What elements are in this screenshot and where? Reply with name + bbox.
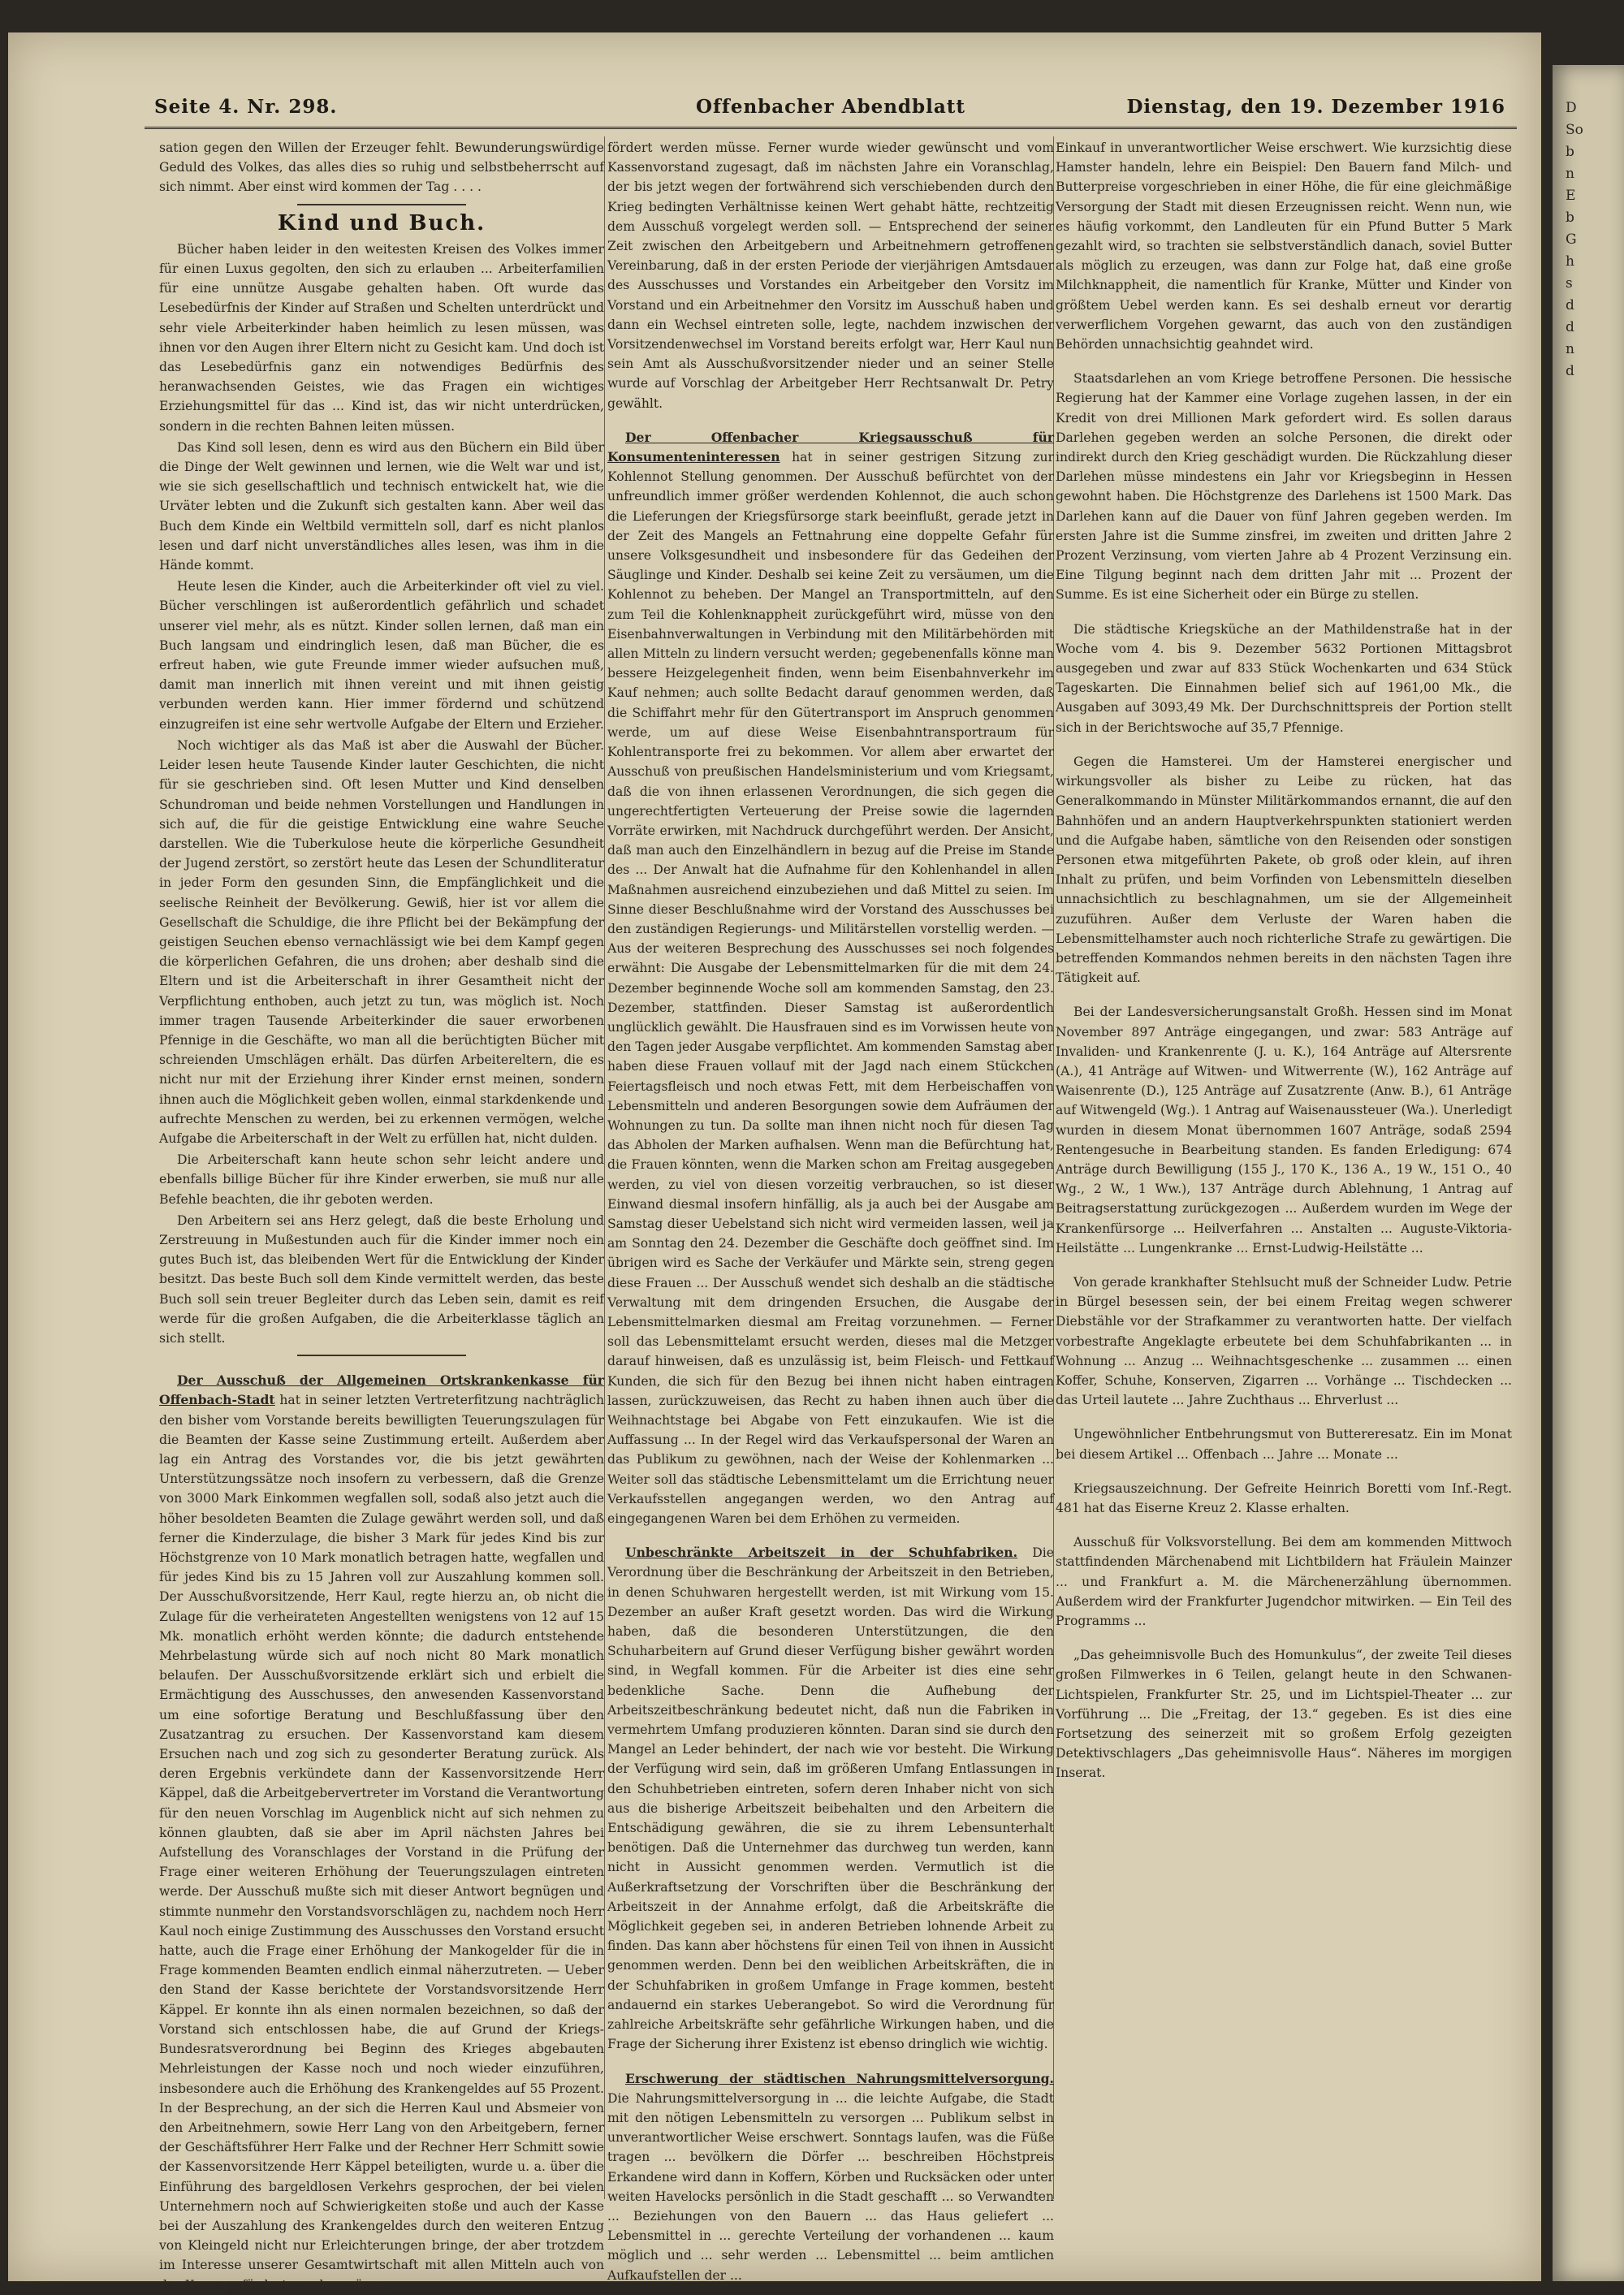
section-body: Die Nahrungsmittelversorgung in ... die leichte Aufgabe, die Stadt mit den nötigen Lebensmitteln zu versorgen ... Publikum selbst in unverantwortlicher Weise erschwert. Sonntags laufen, was die Füße tragen ... bevölkern die Dörfer ... beschreiben Höchstpreis Erkandene wird dann in Koffern, Körben und Rucksäcken oder unter weiten Havelocks persönlich in die Stadt geschafft ... so Verwandten ... Beziehungen von den Bauern ... das Haus geliefert ... Lebensmittel in ... gerechte Verteilung der vorhandenen ... kaum möglich und ... sehr werden ... Lebensmittel ... beim amtlichen Aufkaufstellen der ... — [607, 2090, 1054, 2283]
paragraph: sation gegen den Willen der Erzeuger fehlt. Bewunderungswürdige Geduld des Volkes, das alles dies so ruhig und selbstbeherrscht auf sich nimmt. Aber einst wird kommen der Tag . . . . — [159, 140, 604, 195]
paragraph — [159, 1371, 604, 2295]
paragraph — [607, 1543, 1054, 2054]
paragraph: Die städtische Kriegsküche an der Mathildenstraße hat in der Woche vom 4. bis 9. Dezember 5632 Portionen Mittagsbrot ausgegeben und zwar auf 833 Stück Wochenkarten und 634 Stück Tageskarten. Die Einnahmen belief sich auf 1961,00 Mk., die Ausgaben auf 3093,49 Mk. Der Durchschnittspreis der Portion stellt sich in der Berichtswoche auf 35,7 Pfennige. — [1056, 621, 1512, 735]
section-title: Erschwerung der städtischen Nahrungsmittelversorgung. — [625, 2070, 1054, 2086]
issue-date: Dienstag, den 19. Dezember 1916 — [1126, 96, 1505, 118]
column-divider — [604, 136, 605, 2199]
page-header — [145, 89, 1517, 129]
article-heading: Kind und Buch. — [277, 210, 486, 236]
paragraph: Heute lesen die Kinder, auch die Arbeiterkinder oft viel zu viel. Bücher verschlingen ist außerordentlich gefährlich und schadet unserer viel mehr, als es nützt. Kinder sollen lernen, daß man ein Buch langsam und eindringlich lesen, daß man Bücher, die es erfreut haben, wie gute Freunde immer wieder aufsuchen muß, damit man innerlich mit ihnen vereint und mit ihnen geistig verbunden werden kann. Hier immer fördernd und schützend einzugreifen ist eine sehr wertvolle Aufgabe der Eltern und Erzieher. — [159, 579, 604, 732]
issue-number: Nr. 298. — [247, 96, 338, 118]
paragraph: Die Arbeiterschaft kann heute schon sehr leicht andere und ebenfalls billige Bücher für ihre Kinder erwerben, sie muß nur alle Befehle beachten, die ihr geboten werden. — [159, 1152, 604, 1207]
paragraph: Das Kind soll lesen, denn es wird aus den Büchern ein Bild über die Dinge der Welt gewinnen und lernen, wie die Welt war und ist, wie sie sich gesellschaftlich und technisch entwickelt hat, wie die Urväter lebten und die Zukunft sich gestalten kann. Aber weil das Buch dem Kinde ein Weltbild vermitteln soll, darf es nicht planlos lesen und darf nicht unverständliches alles lesen, was ihm in die Hände kommt. — [159, 439, 604, 573]
section-title: Unbeschränkte Arbeitszeit in der Schuhfabriken. — [625, 1545, 1018, 1561]
column-2 — [607, 138, 1054, 2283]
section-body: hat in seiner letzten Vertreterfitzung nachträglich den bisher vom Vorstande bereits bewilligten Teuerungszulagen für die Beamten der Kasse seine Zustimmung erteilt. Außerdem aber lag ein Antrag des Vorstandes vor, die bis jetzt gewährten Unterstützungssätze noch insofern zu verbessern, daß die Grenze von 3000 Mark Einkommen wegfallen soll, sodaß also jetzt auch die höher besoldeten Beamten die Zulage gewährt werden soll, und daß ferner die Kinderzulage, die bisher 3 Mark für jedes Kind bis zur Höchstgrenze von 10 Mark monatlich betragen hatte, wegfallen und für jedes Kind bis zu 15 Jahren voll zur Auszahlung kommen soll. Der Ausschußvorsitzende, Herr Kaul, regte hierzu an, ob nicht die Zulage für die verheirateten Angestellten wenigstens von 12 auf 15 Mk. monatlich erhöht werden könnte; die dadurch entstehende Mehrbelastung würde sich auf noch nicht 80 Mark monatlich belaufen. Der Ausschußvorsitzende erklärt sich und erbielt die Ermächtigung des Ausschusses, den anwesenden Kassenvorstand um eine sofortige Beratung und Beschlußfassung über den Zusatzantrag zu ersuchen. Der Kassenvorstand kam diesem Ersuchen nach und zog sich zu gesonderter Beratung zurück. Als deren Ergebnis verkündete dann der Kassenvorsitzende Herr Käppel, daß die Arbeitgebervertreter im Vorstand die Verantwortung für den neuen Vorschlag im Augenblick nicht auf sich nehmen zu können glaubten, daß sie aber im April nächsten Jahres bei Aufstellung des Voranschlages der Vorstand in die Prüfung der Frage einer weiteren Erhöhung der Teuerungszulagen eintreten werde. Der Ausschuß mußte sich mit dieser Antwort begnügen und stimmte nunmehr den Vorstandsvorschlägen zu, nachdem noch Herr Kaul noch einige Zustimmung des Ausschusses den Vorstand ersucht hatte, auch die Frage einer Erhöhung der Mankogelder für die in Frage kommenden Beamten endlich einmal näherzutreten. — Ueber den Stand der Kasse berichtete der Vorstandsvorsitzende Herr Käppel. Er konnte ihn als einen normalen bezeichnen, so daß der Vorstand sich entschlossen habe, die auf Grund der Kriegs-Bundesratsverordnung bei Beginn des Krieges abgebauten Mehrleistungen der Kasse noch und noch wieder einzuführen, insbesondere auch die Erhöhung des Krankengeldes auf 55 Prozent. In der Besprechung, an der sich die Herren Kaul und Absmeier von den Arbeitnehmern, sowie Herr Lang von den Arbeitgebern, ferner der Geschäftsführer Herr Falke und der Rechner Herr Schmitt sowie der Kassenvorsitzende Herr Käppel beteiligten, wurde u. a. über die Einführung des bargeldlosen Verkehrs gesprochen, der bei vielen Unternehmern noch auf Schwierigkeiten stoße und auch der Kasse bei der Auszahlung des Krankengeldes durch den weiteren Entzug von Kleingeld nicht nur Erleichterungen bringe, der aber trotzdem im Interesse unserer Gesamtwirtschaft mit allen Mitteln auch von der Kasse gefördert werden müsse. — [159, 1393, 604, 2293]
paragraph: Gegen die Hamsterei. Um der Hamsterei energischer und wirkungsvoller als bisher zu Leibe zu rücken, hat das Generalkommando in Münster Militärkommandos ernannt, die auf den Bahnhöfen und an andern Hauptverkehrspunkten stationiert werden und die Aufgabe haben, sämtliche von den Reisenden oder sonstigen Personen etwa mitgeführten Pakete, ob groß oder klein, auf ihren Inhalt zu prüfen, und beim Vorfinden von Lebensmitteln dieselben unnachsichtlich zu beschlagnahmen, um sie der Allgemeinheit zuzuführen. Außer dem Verluste der Waren haben die Lebensmittelhamster auch noch richterliche Strafe zu gewärtigen. Die betreffenden Kommandos nehmen bereits in den nächsten Tagen ihre Tätigkeit auf. — [1056, 754, 1512, 986]
adjacent-page-edge — [1553, 65, 1624, 2281]
section-body: hat in seiner gestrigen Sitzung zur Kohlennot Stellung genommen. Der Ausschuß befürchtet von der unfreundlich immer größer werdenden Kohlennot, die auch schon die Lieferungen der Kriegsfürsorge stark beeinflußt, gerade jetzt in der Zeit des Mangels an Fettnahrung eine doppelte Gefahr für unsere Volksgesundheit und insbesondere für das Gedeihen der Säuglinge und Kinder. Deshalb sei keine Zeit zu versäumen, um die Kohlennot zu beheben. Der Mangel an Transportmitteln, auf den zum Teil die Kohlenknappheit zurückgeführt wird, müsse von den Eisenbahnverwaltungen in Verbindung mit den Militärbehörden mit allen Mitteln zu lindern versucht werden; gegebenenfalls könne man bessere Heizgelegenheit finden, wenn beim Eisenbahnverkehr im Kauf nehmen; auch sollte Bedacht darauf genommen werden, daß die Schiffahrt mehr für den Gütertransport im Anspruch genommen werde, um auf diese Weise Eisenbahntransportraum für Kohlentransporte frei zu bekommen. Vor allem aber erwartet der Ausschuß von preußischen Handelsministerium und vom Kriegsamt, daß die von ihnen erlassenen Verordnungen, die sich gegen die ungerechtfertigten Verteuerung der Preise sowie die lagernden Vorräte erwirken, mit Nachdruck durchgeführt werden. Der Ansicht, daß man auch den Einzelhändlern in bezug auf die Preise im Stande des ... Der Anwalt hat die Aufnahme für den Kohlenhandel in allen Maßnahmen ausreichend einzubeziehen und daß Mittel zu seien. Im Sinne dieser Beschlußnahme wird der Vorstand des Ausschusses bei den zuständigen Regierungs- und Militärstellen vorstellig werden. — Aus der weiteren Besprechung des Ausschusses sei noch folgendes erwähnt: Die Ausgabe der Lebensmittelmarken für die mit dem 24. Dezember beginnende Woche soll am kommenden Samstag, den 23. Dezember, stattfinden. Dieser Samstag ist außerordentlich unglücklich gewählt. Die Hausfrauen sind es im Vorwissen heute von den Tagen jeder Ausgabe verpflichtet. Am kommenden Samstag aber haben diese Frauen vollauf mit der Jagd nach einem Stückchen Feiertagsfleisch und noch etwas Fett, mit dem Herbeischaffen von Lebensmitteln und anderen Besorgungen sowie dem Aufräumen der Wohnungen zu tun. Da sollte man ihnen nicht noch für diesen Tag das Abholen der Marken aufhalsen. Wenn man die Befürchtung hat, die Frauen könnten, wenn die Marken schon am Freitag ausgegeben werden, zu viel von diesen vorzeitig verbrauchen, so ist dieser Einwand diesmal insofern hinfällig, als ja auch bei der Ausgabe am Samstag dieser Uebelstand sich nicht wird vermeiden lassen, weil ja am Sonntag den 24. Dezember die Geschäfte doch geöffnet sind. Im übrigen wird es Sache der Verkäufer und Märkte sein, streng gegen diese Frauen ... Der Ausschuß wendet sich deshalb an die städtische Verwaltung mit dem dringenden Ersuchen, die Ausgabe der Lebensmittelmarken diesmal am Freitag vorzunehmen. — Ferner soll das Lebensmittelamt ersucht werden, dieses mal die Metzger darauf hinweisen, daß es unzulässig ist, beim Fleisch- und Fettkauf Kunden, die sich für den Bezug bei ihnen nicht haben eintragen lassen, zurückzuweisen, das Recht zu haben ihnen auch über die Weihnachtstage bei Abgabe von Fett einzukaufen. Wie ist die Auffassung ... In der Regel wird das Verkaufspersonal der Waren an das Publikum zu gewöhnen, nach der Weise der Kohlenmarken ... Weiter soll das städtische Lebensmittelamt um die Errichtung neuer Verkaufsstellen angegangen werden, wo den Antrag auf eingegangenen Waren bei dem Erhöhen zu vermeiden. — [607, 450, 1054, 1527]
paragraph: Einkauf in unverantwortlicher Weise erschwert. Wie kurzsichtig diese Hamster handeln, lehre ein Beispiel: Den Bauern fand Milch- und Butterpreise vorgeschrieben in einer Höhe, die für eine gleichmäßige Versorgung der Stadt mit diesen Erzeugnissen reicht. Wenn nun, wie es häufig vorkommt, den Landleuten für ein Pfund Butter 5 Mark gezahlt wird, so trachten sie selbstverständlich danach, soviel Butter als möglich zu erzeugen, was dann zur Folge hat, daß eine große Milchknappheit, die namentlich für Kranke, Mütter und Kinder von größtem Uebel werden kann. Es sei deshalb erneut vor derartig verwerflichem Vorgehen gewarnt, das auch von den zuständigen Behörden unnachsichtig geahndet wird. — [1056, 140, 1512, 352]
separator-rule — [297, 1355, 466, 1356]
column-1 — [159, 138, 604, 2293]
newspaper-title: Offenbacher Abendblatt — [696, 96, 965, 118]
page-label: Seite 4. — [154, 96, 240, 118]
paragraph — [607, 2069, 1054, 2285]
paragraph: Noch wichtiger als das Maß ist aber die Auswahl der Bücher. Leider lesen heute Tausende Kinder lauter Geschichten, die nicht für sie geschrieben sind. Oft lesen Mutter und Kind denselben Schundroman und beide nehmen Vorstellungen und Handlungen in sich auf, die für die geistige Entwicklung eine wahre Seuche darstellen. Wie die Tuberkulose heute die körperliche Gesundheit der Jugend zerstört, so zerstört heute das Lesen der Schundliteratur in jeder Form den gesunden Sinn, die Empfänglichkeit und die seelische Reinheit der Bevölkerung. Gewiß, hier ist vor allem die Gesellschaft die Schuldige, die ihre Pflicht bei der Bekämpfung der geistigen Seuchen ebenso vernachlässigt wie bei dem Kampf gegen die körperlichen Gefahren, die uns drohen; aber deshalb sind die Eltern und ist die Arbeiterschaft in ihrer Gesamtheit nicht der Verpflichtung enthoben, auch jetzt zu tun, was möglich ist. Noch immer tragen Tausende Arbeiterkinder die sauer erworbenen Pfennige in die Geschäfte, wo man all die berüchtigten Bücher mit schreienden Umschlägen erhält. Das dürfen Arbeitereltern, die es nicht nur mit der Erziehung ihrer Kinder ernst meinen, sondern ihnen auch die Möglichkeit geben wollen, einmal starkdenkende und aufrechte Menschen zu werden, bei zu erkennen vermögen, welche Aufgabe die Arbeiterschaft in der Welt zu erfüllen hat, nicht dulden. — [159, 737, 604, 1146]
separator-rule — [297, 204, 466, 205]
paragraph: Den Arbeitern sei ans Herz gelegt, daß die beste Erholung und Zerstreuung in Mußestunden auch für die Kinder immer noch ein gutes Buch ist, das bleibenden Wert für die Entwicklung der Kinder besitzt. Das beste Buch soll dem Kinde vermittelt werden, das beste Buch soll sein treuer Begleiter durch das Leben sein, damit es reif werde für die großen Aufgaben, die die Arbeiterklasse täglich an sich stellt. — [159, 1212, 604, 1346]
paragraph: Kriegsauszeichnung. Der Gefreite Heinrich Boretti vom Inf.-Regt. 481 hat das Eiserne Kreuz 2. Klasse erhalten. — [1056, 1480, 1512, 1515]
section-title: Der Ausschuß der Allgemeinen Ortskrankenkasse für Offenbach-Stadt — [159, 1372, 604, 1408]
adjacent-page-text: D So b n E b G h s d d n d — [1566, 100, 1583, 379]
section-body: Die Verordnung über die Beschränkung der Arbeitszeit in den Betrieben, in denen Schuhwaren hergestellt werden, ist mit Wirkung vom 15. Dezember an außer Kraft gesetzt worden. Das wird die Wirkung haben, daß die besonderen Unterstützungen, die den Schuharbeitern auf Grund dieser Verfügung bisher gewährt worden sind, in Wegfall kommen. Für die Arbeiter ist dies eine sehr bedenkliche Sache. Denn die Aufhebung der Arbeitszeitbeschränkung bedeutet nicht, daß nun die Fabriken in vermehrtem Umfang produzieren könnten. Daran sind sie durch den Mangel an Leder behindert, der nach wie vor besteht. Die Wirkung der Verfügung wird sein, daß im größeren Umfang Entlassungen in den Schuhbetrieben eintreten, sofern deren Inhaber nicht von sich aus die bisherige Arbeitszeit beibehalten und den Arbeitern die Entschädigung gewähren, die sie zu ihrem Lebensunterhalt benötigen. Daß die Unternehmer das durchweg tun werden, kann nicht in Aussicht genommen werden. Vermutlich ist die Außerkraftsetzung der Vorschriften über die Beschränkung der Arbeitszeit in der Annahme erfolgt, daß die Arbeitskräfte die Möglichkeit gegeben sei, in anderen Betrieben lohnende Arbeit zu finden. Das kann aber höchstens für einen Teil von ihnen in Aussicht genommen werden. Denn bei den weiblichen Arbeitskräften, die in der Schuhfabriken in großem Umfange in Frage kommen, besteht andauernd ein starkes Ueberangebot. So wird die Verordnung für zahlreiche Arbeitskräfte sehr gefährliche Wirkungen haben, und die Frage der Sicherung ihrer Existenz ist ebenso dringlich wie wichtig. — [607, 1545, 1054, 2052]
paragraph: Ausschuß für Volksvorstellung. Bei dem am kommenden Mittwoch stattfindenden Märchenabend mit Lichtbildern hat Fräulein Mainzer ... und Frankfurt a. M. die Märchenerzählung übernommen. Außerdem wird der Frankfurter Jugendchor mitwirken. — Ein Teil des Programms ... — [1056, 1535, 1512, 1629]
paragraph: Bei der Landesversicherungsanstalt Großh. Hessen sind im Monat November 897 Anträge eingegangen, und zwar: 583 Anträge auf Invaliden- und Krankenrente (J. u. K.), 164 Anträge auf Altersrente (A.), 41 Anträge auf Witwen- und Witwerrente (W.), 162 Anträge auf Waisenrente (D.), 125 Anträge auf Zusatzrente (Anw. B.), 61 Anträge auf Witwengeld (Wg.). 1 Antrag auf Waisenaussteuer (Wa.). Unerledigt wurden in diesem Monat übernommen 1607 Anträge, sodaß 2594 Rentengesuche in Bearbeitung standen. Es fanden Erledigung: 674 Anträge durch Bewilligung (155 J., 170 K., 136 A., 19 W., 151 O., 40 Wg., 2 W., 1 Ww.), 137 Anträge durch Ablehnung, 1 Antrag auf Beitragserstattung zurückgezogen ... Außerdem wurden im Wege der Krankenfürsorge ... Heilverfahren ... Anstalten ... Auguste-Viktoria-Heilstätte ... Lungenkranke ... Ernst-Ludwig-Heilstätte ... — [1056, 1005, 1512, 1256]
paragraph: Bücher haben leider in den weitesten Kreisen des Volkes immer für einen Luxus gegolten, den sich zu erlauben ... Arbeiterfamilien für eine unnütze Ausgabe gehalten haben. Oft wurde das Lesebedürfnis der Kinder auf Straßen und Schelten unterdrückt und sehr viele Arbeiterkinder haben heimlich zu lesen müssen, was ihnen vor den Augen ihrer Eltern nicht zu Gesicht kam. Und doch ist das Lesebedürfnis ganz ein notwendiges Bedürfnis des heranwachsenden Geistes, wie das Fragen ein wichtiges Erziehungsmittel für das ... Kind ist, das wir nicht unterdrücken, sondern in die rechten Bahnen leiten müssen. — [159, 241, 604, 434]
paragraph: Staatsdarlehen an vom Kriege betroffene Personen. Die hessische Regierung hat der Kammer eine Vorlage zugehen lassen, in der ein Kredit von drei Millionen Mark gefordert wird. Es sollen daraus Darlehen gegeben werden an solche Personen, die direkt oder indirekt durch den Krieg geschädigt wurden. Die Rückzahlung dieser Darlehen müsse mindestens ein Jahr vor Kriegsbeginn in Hessen gewohnt haben. Die Höchstgrenze des Darlehens ist 1500 Mark. Das Darlehen kann auf die Dauer von fünf Jahren gegeben werden. Im ersten Jahre ist die Summe zinsfrei, im zweiten und dritten Jahre 2 Prozent Verzinsung, vom vierten Jahre ab 4 Prozent Verzinsung ein. Eine Tilgung beginnt nach dem dritten Jahr mit ... Prozent der Summe. Es ist eine Sicherheit oder ein Bürge zu stellen. — [1056, 371, 1512, 603]
paragraph: Ungewöhnlicher Entbehrungsmut von Buttereresatz. Ein im Monat bei diesem Artikel ... Offenbach ... Jahre ... Monate ... — [1056, 1427, 1512, 1462]
paragraph: fördert werden müsse. Ferner wurde wieder gewünscht und vom Kassenvorstand zugesagt, daß im nächsten Jahre ein Voranschlag, der bis jetzt wegen der fortwährend sich verschiebenden durch den Krieg bedingten Verhältnisse keinen Wert gehabt hätte, rechtzeitig dem Ausschuß vorgelegt werden soll. — Entsprechend der seiner Zeit zwischen den Arbeitgebern und Arbeitnehmern getroffenen Vereinbarung, daß in der ersten Periode der vierjährigen Amtsdauer des Ausschusses und Vorstandes ein Arbeitgeber den Vorsitz im Vorstand und ein Arbeitnehmer den Vorsitz im Ausschuß haben und dann ein Wechsel eintreten solle, legte, nachdem inzwischen der Vorsitzendenwechsel im Vorstand bereits erfolgt war, Herr Kaul nun sein Amt als Ausschußvorsitzender nieder und an seiner Stelle wurde auf Vorschlag der Arbeitgeber Herr Rechtsanwalt Dr. Petry gewählt. — [607, 140, 1054, 411]
section-title: Der Offenbacher Kriegsausschuß für Konsumenteninteressen — [607, 429, 1054, 465]
paragraph — [607, 428, 1054, 1528]
paragraph: „Das geheimnisvolle Buch des Homunkulus“, der zweite Teil dieses großen Filmwerkes in 6 Teilen, gelangt heute in den Schwanen-Lichtspielen, Frankfurter Str. 25, und im Lichtspiel-Theater ... zur Vorführung ... Die „Freitag, der 13.“ gegeben. Es ist dies eine Fortsetzung des seinerzeit mit so großem Erfolg gezeigten Detektivschlagers „Das geheimnisvolle Haus“. Näheres im morgigen Inserat. — [1056, 1648, 1512, 1781]
column-3 — [1056, 138, 1512, 2201]
paragraph: Von gerade krankhafter Stehlsucht muß der Schneider Ludw. Petrie in Bürgel besessen sein, der bei einem Freitag wegen schwerer Diebstähle vor der Strafkammer zu verantworten hatte. Der vielfach vorbestrafte Angeklagte erbeutete bei dem Schuhfabrikanten ... in Wohnung ... Anzug ... Weihnachtsgeschenke ... zusammen ... einen Koffer, Schuhe, Konserven, Zigarren ... Vorhänge ... Tischdecken ... das Urteil lautete ... Jahre Zuchthaus ... Ehrverlust ... — [1056, 1274, 1512, 1408]
